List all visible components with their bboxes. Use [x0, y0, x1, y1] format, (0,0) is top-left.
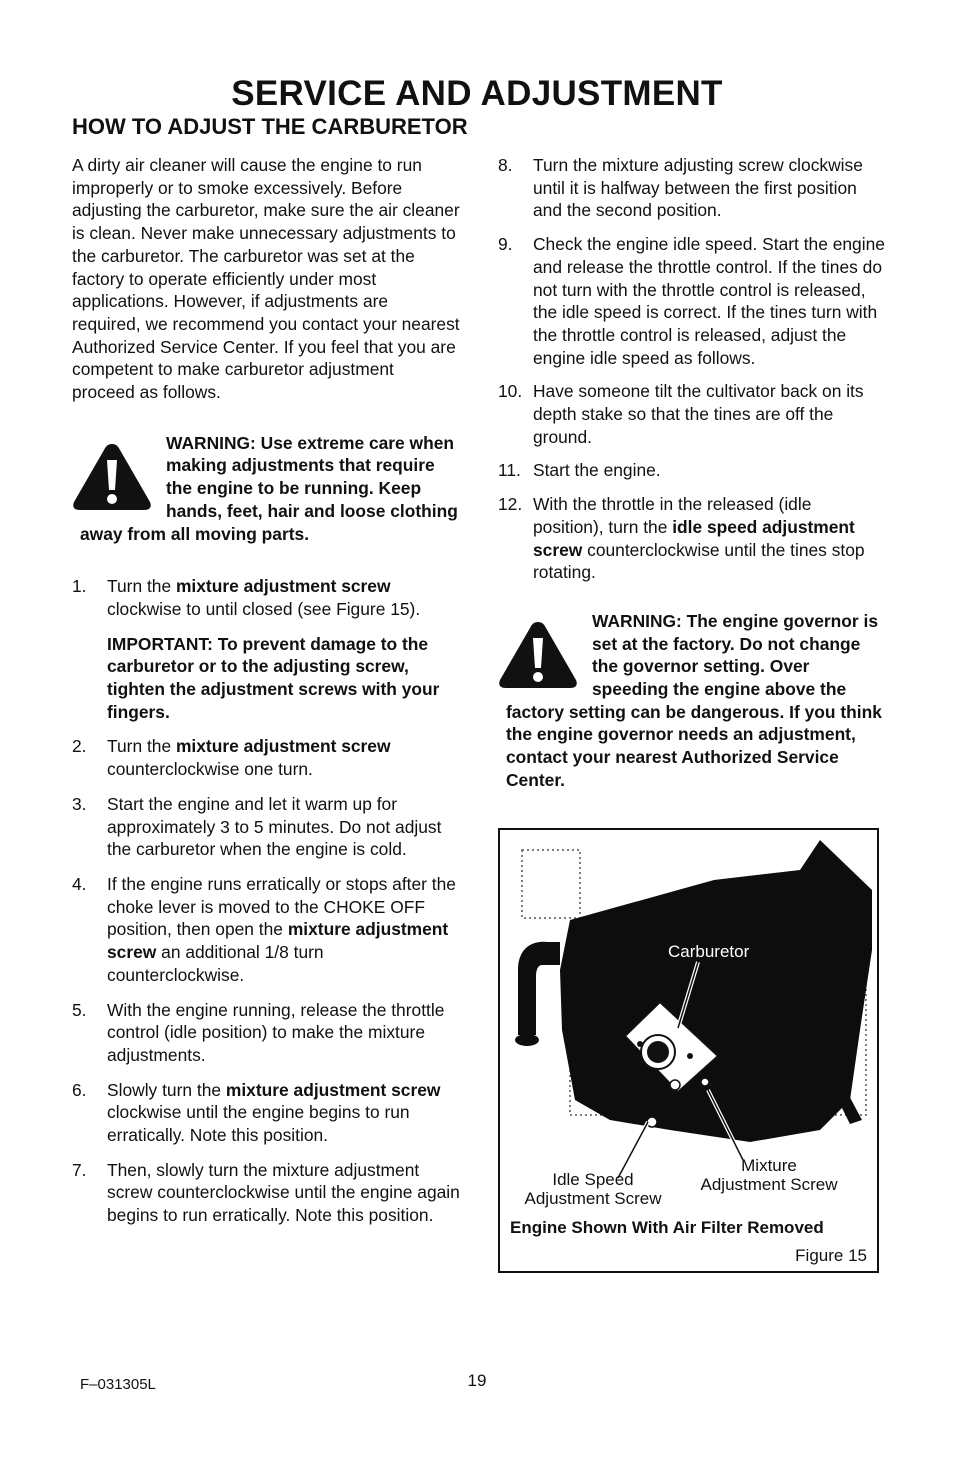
step-number: 7.	[72, 1159, 87, 1180]
step-number: 3.	[72, 793, 87, 814]
step-item	[498, 154, 886, 222]
step-item	[72, 1079, 460, 1147]
warning-text-2: WARNING: The engine governor is set at the factory. Do not change the governor setting. Over speeding the engine above the factory setting can be dangerous. If you think the engine governor needs an adjustment, contact your nearest Authorized Service Center.	[506, 610, 882, 790]
step-text: Turn the mixture adjustment screw counterclockwise one turn.	[107, 736, 391, 780]
footer-code: F–031305L	[80, 1376, 156, 1393]
step-item	[72, 999, 460, 1067]
step-item	[498, 233, 886, 369]
step-text: Turn the mixture adjustment screw clockwise to until closed (see Figure 15).	[107, 576, 421, 619]
warning-text-1: WARNING: Use extreme care when making adjustments that require the engine to be running. Keep hands, feet, hair and loose clothing away from all moving parts.	[80, 432, 458, 544]
step-text: With the throttle in the released (idle position), turn the idle speed adjustment screw counterclockwise until the tines stop rotating.	[533, 494, 865, 583]
warning-triangle-icon	[498, 620, 578, 690]
step-text: Slowly turn the mixture adjustment screw clockwise until the engine begins to run erratically. Note this position.	[107, 1079, 441, 1146]
step-text: Start the engine.	[533, 460, 661, 481]
step-number: 9.	[498, 234, 513, 255]
step-number: 4.	[72, 873, 87, 894]
intro-paragraph: A dirty air cleaner will cause the engine to run improperly or to smoke excessively. Before adjusting the carburetor, make sure the air cleaner is clean. Never make unnecessary adjustments to the carburetor. The carburetor was set at the factory to operate efficiently under most applications. However, if adjustments are required, we recommend you contact your nearest Authorized Service Center. If you feel that you are competent to make carburetor adjustment proceed as follows.	[72, 155, 460, 403]
figure-15	[498, 828, 879, 1273]
step-item	[72, 873, 460, 987]
step-text: Then, slowly turn the mixture adjustment screw counterclockwise until the engine again begins to run erratically. Note this position.	[107, 1159, 460, 1226]
section-title: HOW TO ADJUST THE CARBURETOR	[72, 114, 468, 139]
step-item	[498, 380, 886, 448]
step-text: Check the engine idle speed. Start the engine and release the throttle control. If the tines do not turn with the throttle control is released, the idle speed is correct. If the tines turn with the throttle control is released, adjust the engine idle speed as follows.	[533, 234, 885, 368]
step-item	[72, 735, 460, 780]
right-column	[498, 154, 886, 822]
step-item	[498, 459, 886, 482]
step-text: Start the engine and let it warm up for approximately 3 to 5 minutes. Do not adjust the carburetor when the engine is cold.	[107, 793, 442, 860]
step-number: 11.	[498, 460, 521, 481]
step-text: With the engine running, release the throttle control (idle position) to make the mixture adjustments.	[107, 999, 445, 1065]
figure-number: Figure 15	[795, 1246, 867, 1265]
step-text: If the engine runs erratically or stops after the choke lever is moved to the CHOKE OFF position, then open the mixture adjustment screw an additional 1/8 turn counterclockwise.	[107, 873, 456, 985]
step-number: 10.	[498, 381, 523, 402]
warning-triangle-icon	[72, 442, 152, 512]
important-note: IMPORTANT: To prevent damage to the carburetor or to the adjusting screw, tighten the adjustment screws with your fingers.	[107, 633, 440, 722]
step-number: 5.	[72, 999, 87, 1020]
label-mixture: Mixture Adjustment Screw	[700, 1156, 838, 1194]
step-number: 1.	[72, 576, 87, 597]
page-title: SERVICE AND ADJUSTMENT	[231, 74, 723, 113]
step-number: 8.	[498, 155, 513, 175]
warning-block-2	[498, 610, 886, 792]
step-item	[72, 793, 460, 861]
step-number: 12.	[498, 494, 523, 515]
label-idle-speed: Idle Speed Adjustment Screw	[524, 1170, 662, 1208]
step-number: 6.	[72, 1079, 87, 1100]
step-text: Have someone tilt the cultivator back on its depth stake so that the tines are off the ground.	[533, 381, 864, 447]
step-item	[498, 493, 886, 584]
step-number: 2.	[72, 736, 87, 757]
step-item	[72, 1159, 460, 1227]
page-number: 19	[467, 1371, 487, 1390]
label-carburetor: Carburetor	[668, 942, 750, 961]
figure-caption: Engine Shown With Air Filter Removed	[510, 1218, 824, 1237]
left-column	[72, 154, 460, 1239]
step-item	[72, 575, 460, 723]
warning-block-1	[72, 432, 460, 546]
step-text: Turn the mixture adjusting screw clockwise until it is halfway between the first position and the second position.	[533, 155, 863, 221]
